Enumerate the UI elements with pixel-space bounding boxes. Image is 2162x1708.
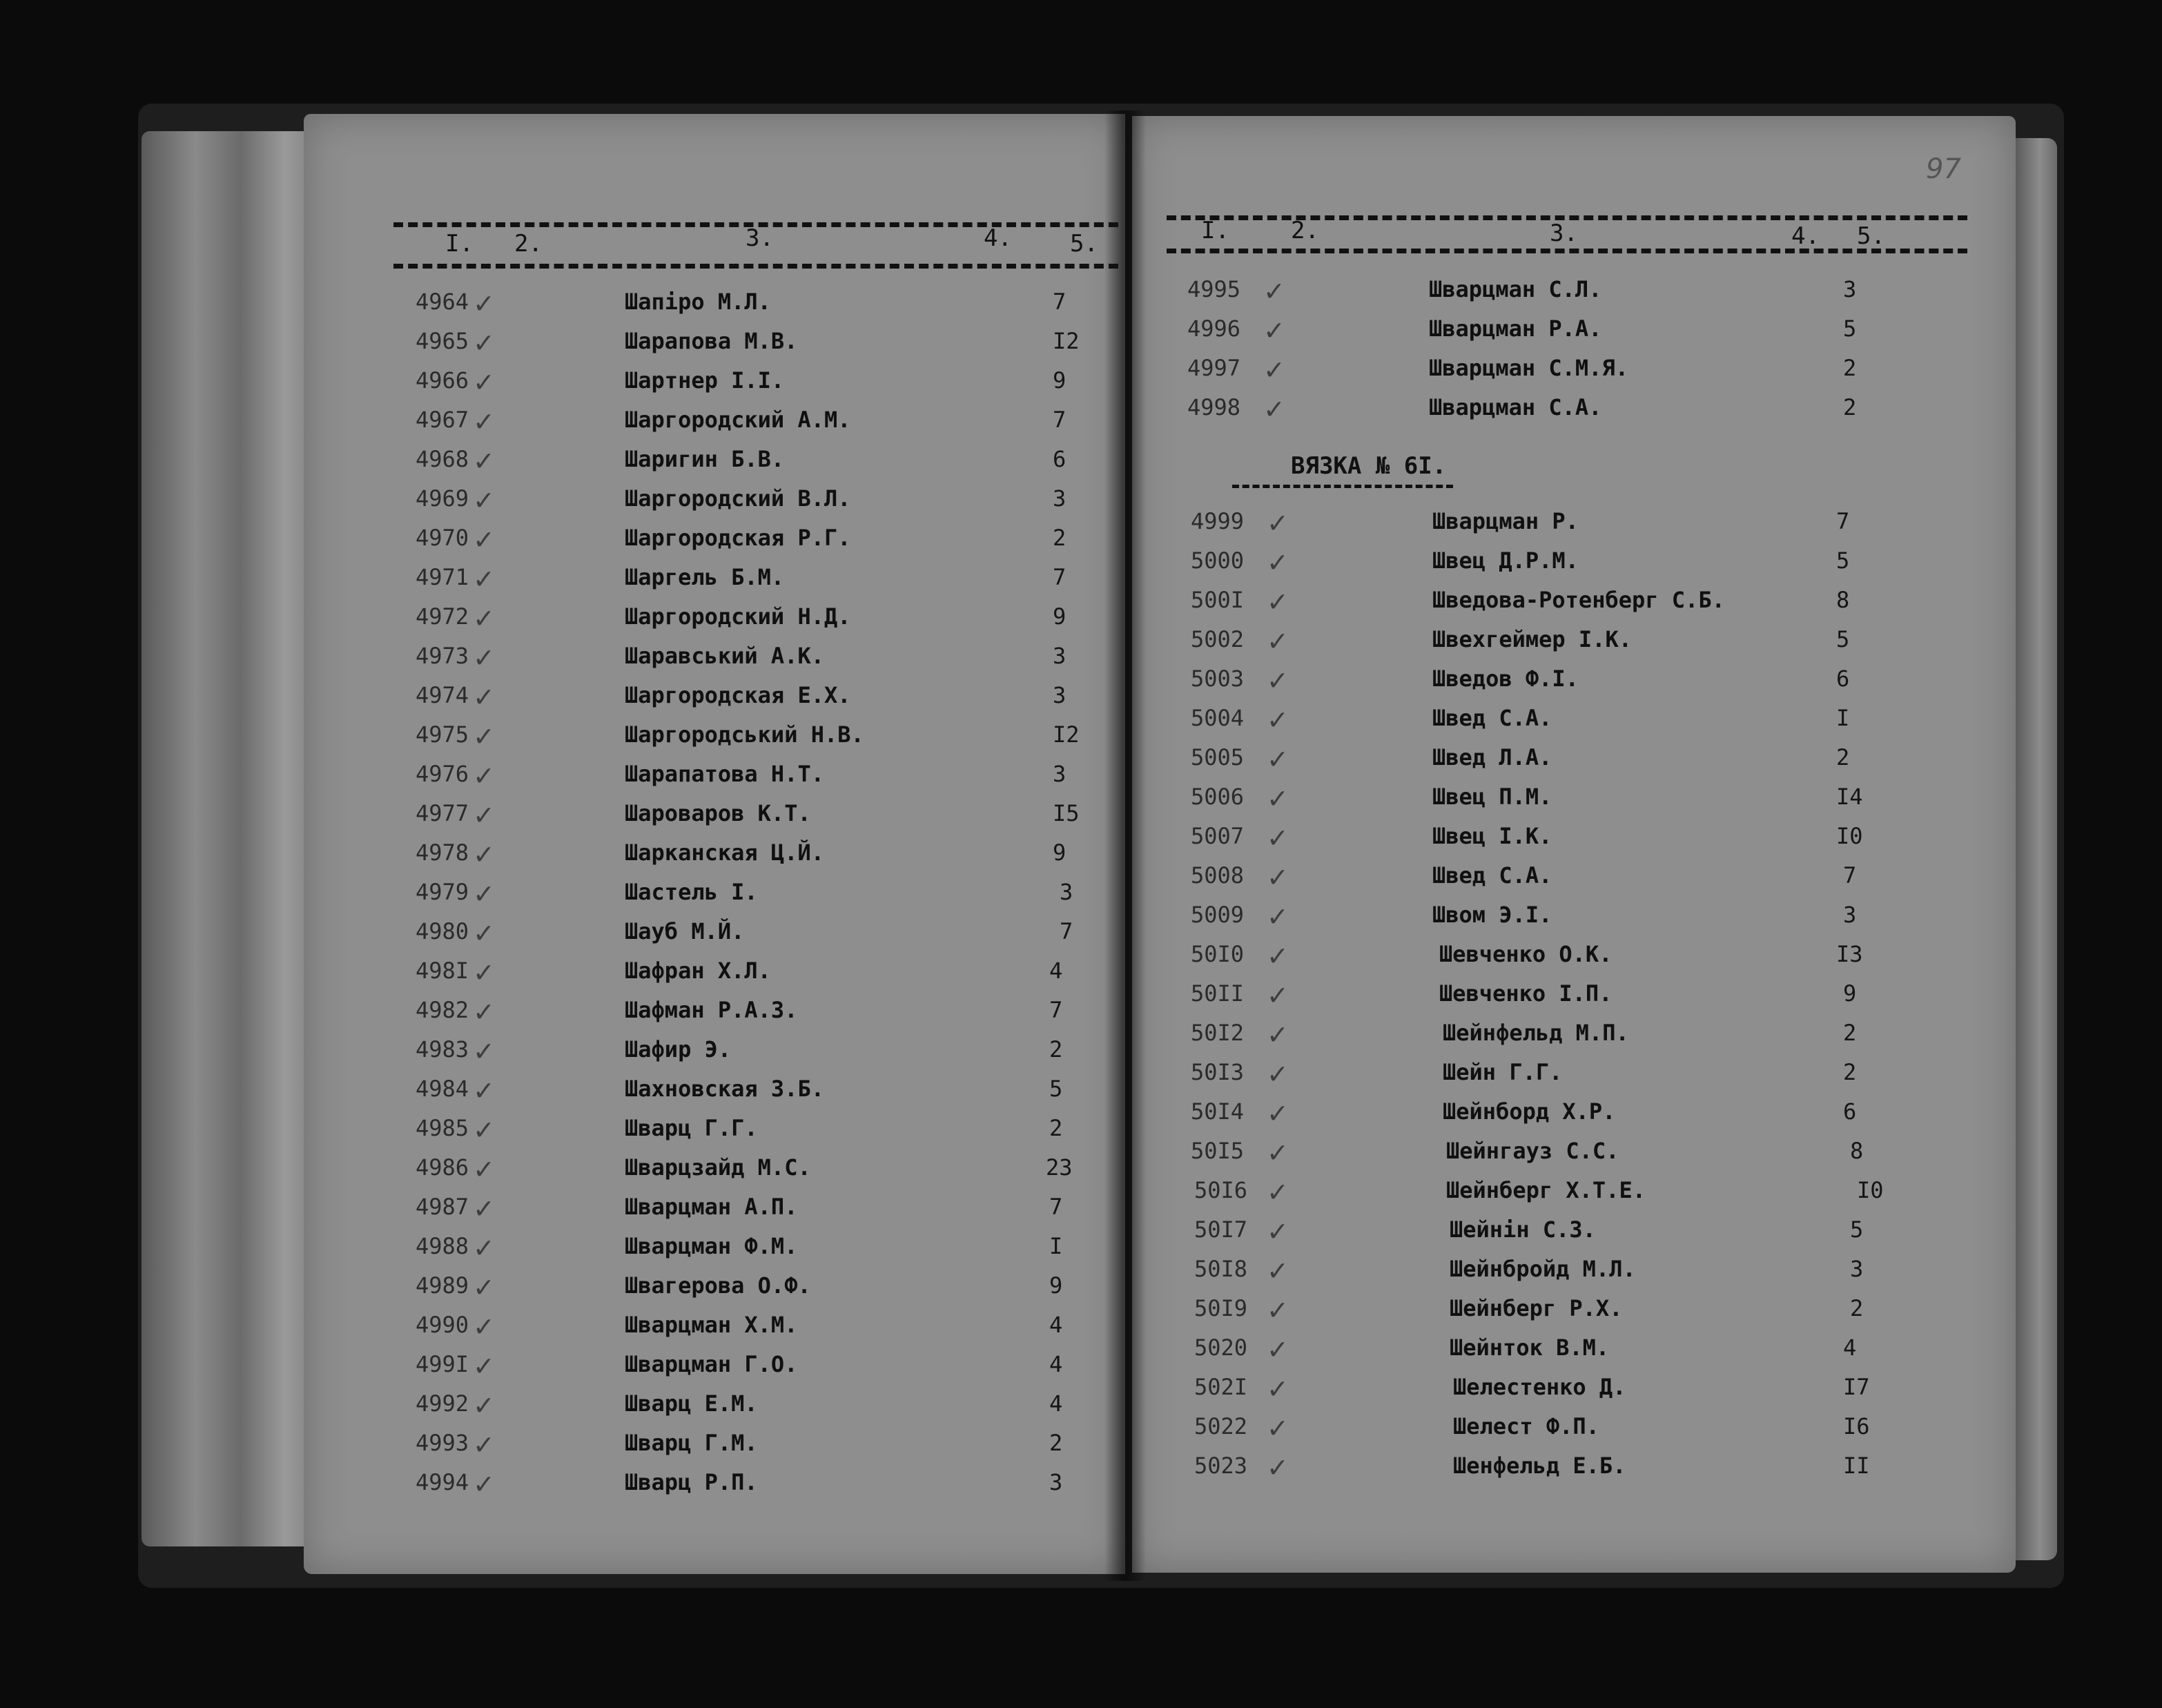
page-number: 97 xyxy=(1926,153,1961,185)
header-rule-bottom-right xyxy=(1167,249,1967,253)
right-col-3-header: 3. xyxy=(1550,220,1578,247)
left-col-2-header: 2. xyxy=(514,230,543,258)
left-col-5-header: 5. xyxy=(1070,230,1098,258)
right-col-2-header: 2. xyxy=(1291,217,1319,244)
left-col-1-header: I. xyxy=(445,230,474,258)
left-col-4-header: 4. xyxy=(984,224,1012,252)
section-underline xyxy=(1232,485,1453,488)
left-col-3-header: 3. xyxy=(746,224,774,252)
right-col-1-header: I. xyxy=(1201,217,1229,244)
section-title: ВЯЗКА № 6I. xyxy=(1291,452,1447,480)
book-edge-left xyxy=(142,131,321,1546)
right-col-5-header: 5. xyxy=(1857,222,1885,250)
book-gutter xyxy=(1104,110,1146,1581)
right-col-4-header: 4. xyxy=(1791,222,1820,250)
header-rule-bottom-left xyxy=(393,264,1118,269)
